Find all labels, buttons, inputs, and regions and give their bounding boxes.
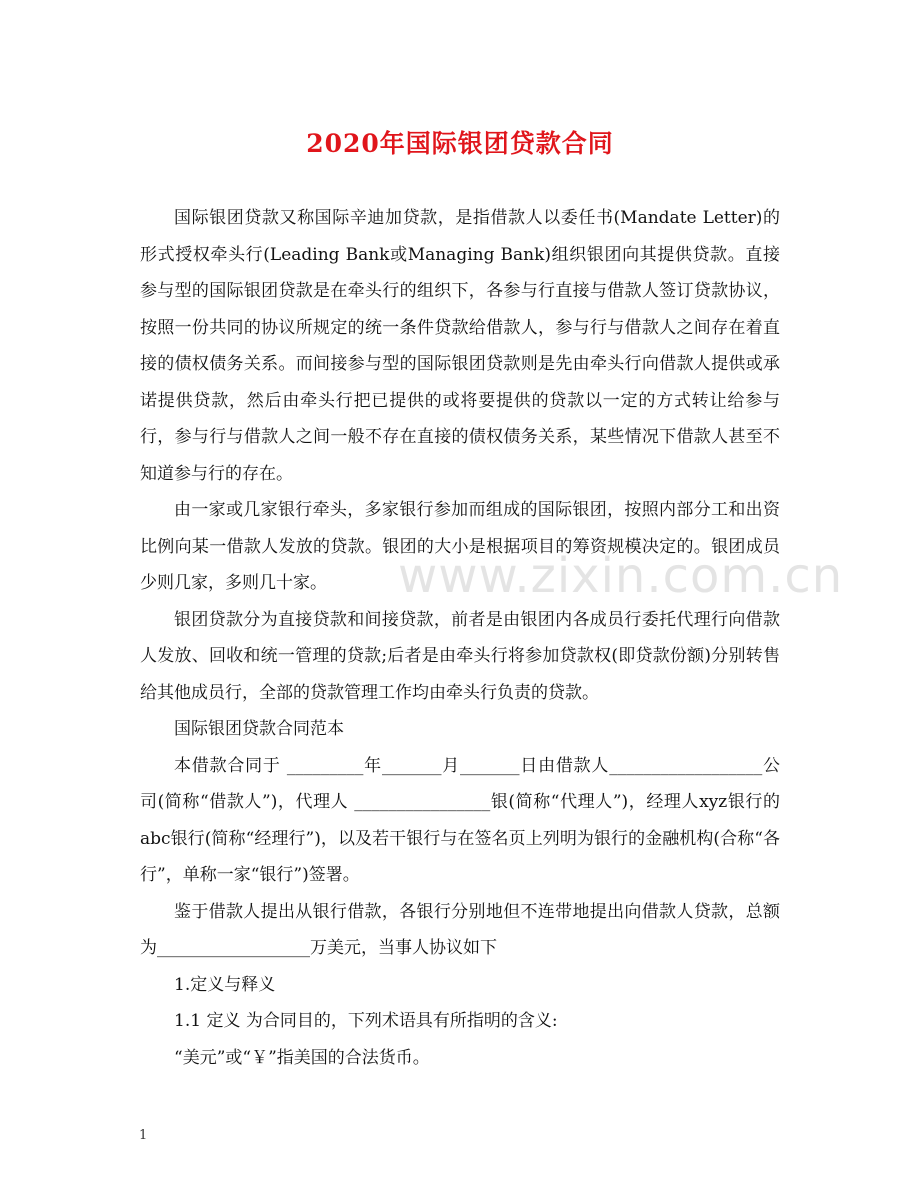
paragraph-types: 银团贷款分为直接贷款和间接贷款，前者是由银团内各成员行委托代理行向借款人发放、回收和统一管理的贷款;后者是由牵头行将参加贷款权(即贷款份额)分别转售给其他成员行，全部的贷款管理工作均由牵头行负责的贷款。 bbox=[140, 609, 780, 703]
definition-usd: “美元”或“￥”指美国的合法货币。 bbox=[174, 1047, 430, 1068]
section-heading-definitions: 1.定义与释义 bbox=[174, 974, 276, 995]
page-number: 1 bbox=[139, 1128, 148, 1143]
watermark: www.zixin.com.cn bbox=[398, 548, 844, 604]
paragraph-definition: 由一家或几家银行牵头，多家银行参加而组成的国际银团，按照内部分工和出资比例向某一借款人发放的贷款。银团的大小是根据项目的筹资规模决定的。银团成员少则几家，多则几十家。 bbox=[140, 500, 780, 593]
paragraph-intro: 国际银团贷款又称国际辛迪加贷款，是指借款人以委任书(Mandate Letter)的形式授权牵头行(Leading Bank或Managing Bank)组织银团向其提供贷款。直接参与型的国际银团贷款是在牵头行的组织下，各参与行直接与借款人签订贷款协议，按照一份共同的协议所规定的统一条件贷款给借款人，参与行与借款人之间存在着直接的债权债务关系。而间接参与型的国际银团贷款则是先由牵头行向借款人提供或承诺提供贷款，然后由牵头行把已提供的或将要提供的贷款以一定的方式转让给参与行，参与行与借款人之间一般不存在直接的债权债务关系，某些情况下借款人甚至不知道参与行的存在。 bbox=[140, 208, 780, 484]
document-body bbox=[140, 200, 780, 1076]
document-title: 2020年国际银团贷款合同 bbox=[306, 129, 614, 158]
paragraph-whereas: 鉴于借款人提出从银行借款，各银行分别地但不连带地提出向借款人贷款，总额为__________________万美元，当事人协议如下 bbox=[140, 901, 780, 958]
paragraph-parties: 本借款合同于 _________年_______月_______日由借款人__________________公司(简称“借款人”)，代理人 ________________银(简称“代理人”)，经理人xyz银行的abc银行(简称“经理行”)，以及若干银行与在签名页上列明为银行的金融机构(合称“各行”，单称一家“银行”)签署。 bbox=[140, 755, 780, 885]
paragraph-template-heading: 国际银团贷款合同范本 bbox=[174, 719, 344, 739]
clause-1-1: 1.1 定义 为合同目的，下列术语具有所指明的含义: bbox=[174, 1011, 558, 1031]
